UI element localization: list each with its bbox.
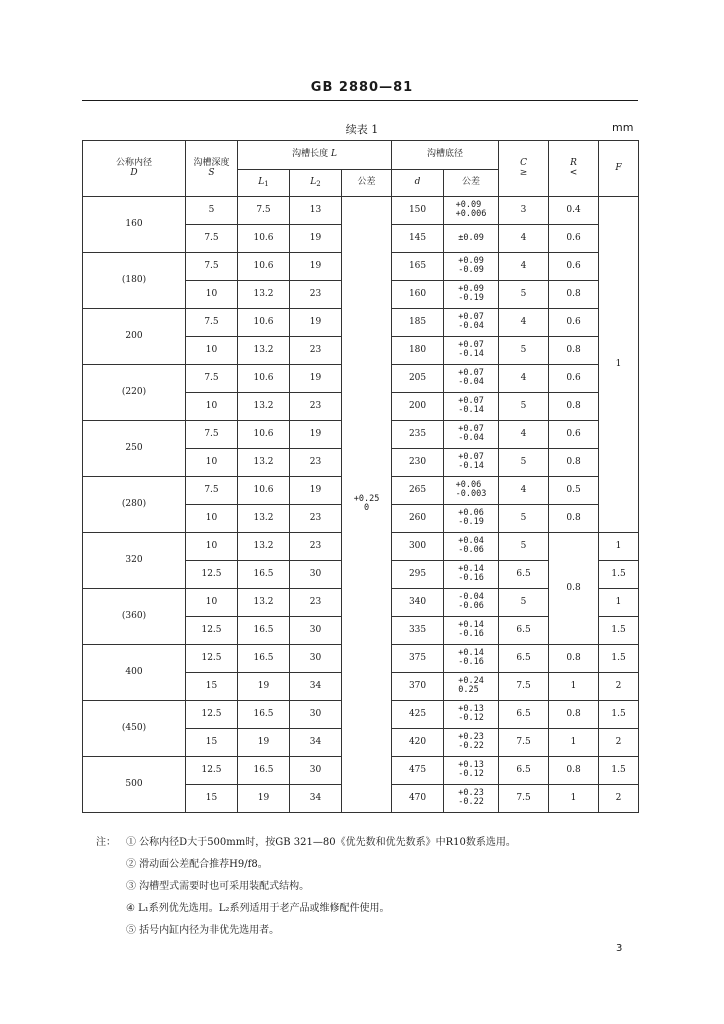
cell-f-merged: 1: [599, 197, 639, 533]
cell-l1: 13.2: [238, 533, 290, 561]
cell-bottom-d: 145: [392, 225, 444, 253]
cell-depth: 12.5: [186, 561, 238, 589]
cell-depth: 15: [186, 785, 238, 813]
note-text: ⑤ 括号内缸内径为非优先选用者。: [126, 925, 280, 936]
tolerance-value: -0.04: [458, 433, 484, 444]
tolerance-value: +0.07: [458, 452, 484, 463]
tolerance-value: -0.22: [458, 797, 484, 808]
tolerance-value: -0.16: [458, 657, 484, 668]
cell-c: 5: [499, 533, 549, 561]
cell-bottom-tol: [444, 617, 499, 645]
header-length-tol: 公差: [342, 170, 392, 197]
standard-number: GB 2880—81: [310, 80, 414, 95]
cell-bottom-d: 335: [392, 617, 444, 645]
cell-r: 0.6: [549, 225, 599, 253]
cell-diameter: 160: [83, 197, 186, 253]
cell-l2: 30: [290, 645, 342, 673]
cell-depth: 10: [186, 505, 238, 533]
cell-l2: 23: [290, 281, 342, 309]
cell-l2: 34: [290, 729, 342, 757]
cell-l2: 19: [290, 421, 342, 449]
cell-c: 7.5: [499, 673, 549, 701]
cell-bottom-tol: [444, 477, 499, 505]
cell-r-merged: 0.8: [549, 533, 599, 645]
cell-diameter: 500: [83, 757, 186, 813]
cell-c: 4: [499, 477, 549, 505]
cell-l1: 19: [238, 729, 290, 757]
cell-r: 1: [549, 785, 599, 813]
cell-bottom-d: 200: [392, 393, 444, 421]
cell-r: 1: [549, 729, 599, 757]
cell-l1: 19: [238, 785, 290, 813]
cell-l1: 13.2: [238, 505, 290, 533]
cell-f: 1.5: [599, 645, 639, 673]
cell-l1: 10.6: [238, 421, 290, 449]
cell-c: 5: [499, 393, 549, 421]
cell-c: 5: [499, 281, 549, 309]
cell-l1: 13.2: [238, 589, 290, 617]
tolerance-value: +0.13: [458, 760, 484, 771]
unit-label: mm: [612, 121, 634, 134]
tolerance-value: +0.09: [455, 200, 482, 211]
note-item: [96, 920, 636, 942]
cell-bottom-tol: [444, 449, 499, 477]
tolerance-value: -0.003: [455, 489, 487, 500]
cell-bottom-d: 160: [392, 281, 444, 309]
cell-c: 6.5: [499, 645, 549, 673]
cell-c: 6.5: [499, 701, 549, 729]
cell-l1: 16.5: [238, 701, 290, 729]
cell-depth: 10: [186, 337, 238, 365]
tolerance-value: +0.04: [458, 536, 484, 547]
cell-c: 4: [499, 309, 549, 337]
header-r: R <: [549, 141, 599, 197]
cell-bottom-tol: [444, 337, 499, 365]
cell-diameter: (180): [83, 253, 186, 309]
cell-depth: 7.5: [186, 253, 238, 281]
cell-depth: 12.5: [186, 757, 238, 785]
cell-diameter: (220): [83, 365, 186, 421]
cell-f: 2: [599, 673, 639, 701]
header-depth: 沟槽深度 S: [186, 141, 238, 197]
cell-l1: 10.6: [238, 309, 290, 337]
cell-depth: 7.5: [186, 421, 238, 449]
cell-diameter: 250: [83, 421, 186, 477]
cell-bottom-tol: [444, 589, 499, 617]
cell-depth: 7.5: [186, 225, 238, 253]
tolerance-value: +0.006: [455, 209, 487, 220]
tolerance-value: -0.16: [458, 629, 484, 640]
cell-bottom-tol: [444, 393, 499, 421]
header-length: 沟槽长度 L: [238, 141, 392, 170]
cell-r: 0.8: [549, 505, 599, 533]
tolerance-value: +0.06: [455, 480, 482, 491]
cell-c: 4: [499, 365, 549, 393]
cell-l1: 13.2: [238, 337, 290, 365]
tolerance-value: 0.25: [458, 685, 479, 696]
cell-r: 0.6: [549, 253, 599, 281]
tolerance-value: -0.12: [458, 769, 484, 780]
cell-r: 0.8: [549, 757, 599, 785]
cell-f: 1: [599, 533, 639, 561]
tolerance-value: +0.23: [458, 732, 484, 743]
cell-depth: 10: [186, 589, 238, 617]
header-l1: $L_1$: [238, 170, 290, 197]
spec-table-body: [83, 197, 639, 813]
tolerance-value: +0.07: [458, 424, 484, 435]
cell-r: 1: [549, 673, 599, 701]
tolerance-value: -0.04: [458, 592, 484, 603]
length-tol-upper: +0.25: [353, 494, 380, 505]
cell-bottom-tol: [444, 729, 499, 757]
cell-bottom-d: 375: [392, 645, 444, 673]
cell-depth: 10: [186, 533, 238, 561]
cell-bottom-tol: [444, 281, 499, 309]
cell-depth: 10: [186, 281, 238, 309]
tolerance-value: +0.14: [458, 648, 484, 659]
cell-l1: 10.6: [238, 225, 290, 253]
length-tol-lower: 0: [363, 503, 370, 514]
cell-bottom-tol: [444, 645, 499, 673]
cell-bottom-d: 300: [392, 533, 444, 561]
cell-bottom-d: 265: [392, 477, 444, 505]
cell-c: 5: [499, 449, 549, 477]
cell-l2: 19: [290, 477, 342, 505]
header-bottom-d: d: [392, 170, 444, 197]
tolerance-value: +0.06: [458, 508, 484, 519]
cell-l2: 30: [290, 757, 342, 785]
cell-depth: 12.5: [186, 701, 238, 729]
cell-c: 5: [499, 589, 549, 617]
header-rule: [82, 100, 638, 101]
tolerance-value: +0.07: [458, 312, 484, 323]
cell-bottom-d: 235: [392, 421, 444, 449]
cell-c: 7.5: [499, 785, 549, 813]
note-text: ② 滑动面公差配合推荐H9/f8。: [126, 859, 268, 870]
header-diameter: 公称内径 D: [83, 141, 186, 197]
cell-c: 6.5: [499, 561, 549, 589]
cell-bottom-d: 370: [392, 673, 444, 701]
cell-bottom-d: 185: [392, 309, 444, 337]
tolerance-value: -0.22: [458, 741, 484, 752]
cell-bottom-tol: [444, 673, 499, 701]
cell-depth: 5: [186, 197, 238, 225]
cell-l2: 19: [290, 225, 342, 253]
tolerance-value: +0.07: [458, 368, 484, 379]
cell-l1: 7.5: [238, 197, 290, 225]
tolerance-value: -0.19: [458, 517, 484, 528]
cell-l2: 23: [290, 533, 342, 561]
tolerance-value: +0.07: [458, 396, 484, 407]
tolerance-value: -0.06: [458, 601, 484, 612]
cell-c: 6.5: [499, 617, 549, 645]
tolerance-value: +0.13: [458, 704, 484, 715]
cell-bottom-tol: [444, 253, 499, 281]
cell-l1: 10.6: [238, 365, 290, 393]
tolerance-value: -0.06: [458, 545, 484, 556]
header-bottom: 沟槽底径: [392, 141, 499, 170]
cell-bottom-d: 205: [392, 365, 444, 393]
cell-depth: 12.5: [186, 645, 238, 673]
spec-table: [82, 140, 639, 813]
cell-bottom-d: 260: [392, 505, 444, 533]
cell-f: 1.5: [599, 617, 639, 645]
cell-l1: 16.5: [238, 617, 290, 645]
cell-f: 2: [599, 785, 639, 813]
header-c: C ≥: [499, 141, 549, 197]
cell-diameter: 320: [83, 533, 186, 589]
note-item: [96, 832, 636, 854]
tolerance-value: +0.07: [458, 340, 484, 351]
tolerance-value: +0.09: [458, 284, 484, 295]
cell-l2: 23: [290, 337, 342, 365]
cell-l2: 23: [290, 505, 342, 533]
tolerance-value: -0.12: [458, 713, 484, 724]
cell-l2: 34: [290, 785, 342, 813]
cell-diameter: 200: [83, 309, 186, 365]
note-item: [96, 876, 636, 898]
cell-bottom-d: 425: [392, 701, 444, 729]
cell-r: 0.5: [549, 477, 599, 505]
cell-bottom-d: 150: [392, 197, 444, 225]
tolerance-value: +0.09: [458, 256, 484, 267]
cell-r: 0.6: [549, 421, 599, 449]
cell-bottom-tol: [444, 533, 499, 561]
cell-bottom-d: 230: [392, 449, 444, 477]
note-text: ① 公称内径D大于500mm时，按GB 321—80《优先数和优先数系》中R10数系选用。: [126, 837, 516, 848]
table-row: [83, 197, 639, 225]
note-text: ④ L₁系列优先选用。L₂系列适用于老产品或维修配件使用。: [126, 903, 390, 914]
cell-depth: 15: [186, 729, 238, 757]
cell-length-tol: [342, 197, 392, 813]
cell-l1: 16.5: [238, 645, 290, 673]
cell-bottom-tol: [444, 225, 499, 253]
cell-f: 1.5: [599, 757, 639, 785]
tolerance-value: -0.04: [458, 321, 484, 332]
tolerance-value: ±0.09: [458, 232, 484, 243]
cell-l1: 13.2: [238, 449, 290, 477]
cell-bottom-d: 180: [392, 337, 444, 365]
cell-l2: 23: [290, 393, 342, 421]
cell-bottom-tol: [444, 561, 499, 589]
cell-l1: 13.2: [238, 281, 290, 309]
cell-f: 2: [599, 729, 639, 757]
cell-c: 5: [499, 505, 549, 533]
cell-r: 0.8: [549, 645, 599, 673]
cell-depth: 10: [186, 449, 238, 477]
cell-diameter: 400: [83, 645, 186, 701]
tolerance-value: +0.23: [458, 788, 484, 799]
cell-depth: 7.5: [186, 477, 238, 505]
cell-bottom-d: 340: [392, 589, 444, 617]
cell-depth: 7.5: [186, 365, 238, 393]
cell-depth: 7.5: [186, 309, 238, 337]
header-f: F: [599, 141, 639, 197]
tolerance-value: -0.14: [458, 461, 484, 472]
cell-l2: 34: [290, 673, 342, 701]
cell-c: 4: [499, 421, 549, 449]
cell-l1: 13.2: [238, 393, 290, 421]
cell-l1: 19: [238, 673, 290, 701]
tolerance-value: -0.04: [458, 377, 484, 388]
note-item: [96, 854, 636, 876]
cell-l2: 23: [290, 589, 342, 617]
cell-c: 6.5: [499, 757, 549, 785]
tolerance-value: +0.14: [458, 620, 484, 631]
cell-l2: 19: [290, 365, 342, 393]
cell-bottom-tol: [444, 757, 499, 785]
cell-diameter: (280): [83, 477, 186, 533]
cell-c: 7.5: [499, 729, 549, 757]
header-l2: $L_2$: [290, 170, 342, 197]
cell-bottom-tol: [444, 309, 499, 337]
tolerance-value: -0.16: [458, 573, 484, 584]
notes-lead: 注：: [96, 837, 116, 848]
note-item: [96, 898, 636, 920]
cell-r: 0.8: [549, 337, 599, 365]
cell-l2: 19: [290, 253, 342, 281]
cell-bottom-tol: [444, 505, 499, 533]
cell-c: 4: [499, 253, 549, 281]
page-number: 3: [616, 943, 623, 954]
cell-bottom-d: 165: [392, 253, 444, 281]
cell-diameter: (360): [83, 589, 186, 645]
cell-bottom-tol: [444, 365, 499, 393]
cell-l2: 19: [290, 309, 342, 337]
cell-l1: 10.6: [238, 477, 290, 505]
tolerance-value: +0.14: [458, 564, 484, 575]
cell-depth: 12.5: [186, 617, 238, 645]
cell-c: 4: [499, 225, 549, 253]
note-text: ③ 沟槽型式需要时也可采用装配式结构。: [126, 881, 310, 892]
cell-bottom-d: 470: [392, 785, 444, 813]
table-caption: 续表 1: [345, 123, 379, 136]
cell-r: 0.6: [549, 365, 599, 393]
cell-r: 0.4: [549, 197, 599, 225]
cell-bottom-tol: [444, 197, 499, 225]
tolerance-value: -0.09: [458, 265, 484, 276]
cell-diameter: (450): [83, 701, 186, 757]
cell-bottom-d: 295: [392, 561, 444, 589]
tolerance-value: -0.14: [458, 405, 484, 416]
tolerance-value: -0.14: [458, 349, 484, 360]
cell-depth: 15: [186, 673, 238, 701]
cell-r: 0.8: [549, 393, 599, 421]
cell-l2: 23: [290, 449, 342, 477]
cell-r: 0.8: [549, 449, 599, 477]
cell-l2: 30: [290, 701, 342, 729]
cell-l1: 16.5: [238, 757, 290, 785]
cell-l2: 30: [290, 561, 342, 589]
cell-r: 0.8: [549, 701, 599, 729]
cell-bottom-tol: [444, 421, 499, 449]
cell-depth: 10: [186, 393, 238, 421]
cell-l1: 10.6: [238, 253, 290, 281]
cell-bottom-d: 420: [392, 729, 444, 757]
cell-l1: 16.5: [238, 561, 290, 589]
cell-f: 1: [599, 589, 639, 617]
tolerance-value: -0.19: [458, 293, 484, 304]
header-bottom-tol: 公差: [444, 170, 499, 197]
cell-f: 1.5: [599, 561, 639, 589]
cell-bottom-tol: [444, 701, 499, 729]
cell-l2: 13: [290, 197, 342, 225]
cell-l2: 30: [290, 617, 342, 645]
cell-c: 3: [499, 197, 549, 225]
cell-c: 5: [499, 337, 549, 365]
cell-bottom-tol: [444, 785, 499, 813]
tolerance-value: +0.24: [458, 676, 484, 687]
cell-r: 0.6: [549, 309, 599, 337]
cell-r: 0.8: [549, 281, 599, 309]
notes: [96, 832, 636, 942]
cell-f: 1.5: [599, 701, 639, 729]
cell-bottom-d: 475: [392, 757, 444, 785]
